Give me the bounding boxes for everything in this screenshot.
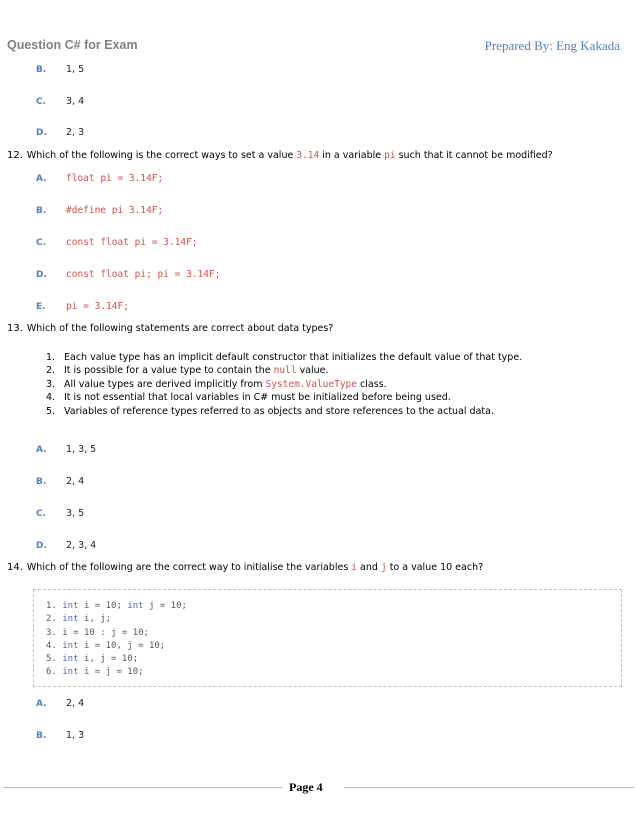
code-line	[46, 613, 187, 626]
keyword: int	[62, 640, 79, 651]
option-a	[36, 698, 84, 712]
item-number: 4.	[46, 392, 56, 404]
item-text: Each value type has an implicit default constructor that initializes the default value of that type.	[64, 352, 523, 363]
question-13	[7, 323, 333, 334]
question-number: 13.	[7, 323, 23, 334]
footer-rule-right	[344, 787, 634, 788]
option-code: #define pi 3.14F;	[66, 205, 164, 216]
option-letter: D.	[36, 128, 47, 138]
question-number: 12.	[7, 150, 23, 161]
option-letter: B.	[36, 731, 47, 741]
document-title: Question C# for Exam	[7, 38, 138, 52]
option-c	[36, 96, 84, 110]
option-d	[36, 269, 220, 283]
option-letter: C.	[36, 97, 47, 107]
option-text: 2, 4	[66, 698, 85, 709]
inline-code: System.ValueType	[265, 378, 357, 390]
line-number: 4.	[46, 640, 57, 651]
list-item	[46, 364, 522, 377]
code-text: i = j = 10;	[78, 667, 144, 678]
item-text: Variables of reference types referred to as objects and store references to the actual data.	[64, 405, 494, 417]
inline-code: pi	[384, 150, 396, 161]
code-line	[46, 653, 187, 666]
option-text: 3, 4	[66, 96, 85, 107]
code-line	[46, 600, 187, 613]
code-text: i, j = 10;	[78, 654, 139, 665]
code-text: i = 10, j = 10;	[78, 640, 166, 651]
code-line	[46, 666, 187, 679]
line-number: 6.	[46, 667, 57, 678]
item-text: All value types are derived implicitly from	[64, 378, 266, 390]
option-a	[36, 173, 163, 187]
item-text: It is possible for a value type to contain the	[64, 365, 274, 377]
option-letter: D.	[36, 541, 47, 551]
item-text: It is not essential that local variables in C# must be initialized before being used.	[64, 392, 451, 404]
option-code: float pi = 3.14F;	[66, 173, 164, 184]
option-d	[36, 127, 84, 141]
question-text: in a variable	[319, 150, 385, 161]
option-b	[36, 476, 84, 490]
code-line	[46, 627, 187, 640]
question-12	[7, 150, 553, 161]
option-text: 1, 5	[66, 64, 85, 75]
question-text: such that it cannot be modified?	[395, 150, 553, 161]
line-number: 1.	[46, 601, 57, 611]
option-letter: C.	[36, 509, 47, 519]
keyword: int	[62, 667, 79, 678]
option-c	[36, 508, 84, 522]
inline-code: j	[380, 562, 387, 573]
keyword: int	[127, 601, 144, 611]
item-number: 3.	[46, 378, 56, 390]
option-letter: C.	[36, 238, 47, 248]
question-text: Which of the following is the correct ways to set a value	[26, 150, 297, 161]
option-letter: E.	[36, 302, 46, 312]
code-text: i = 10 : j = 10;	[62, 627, 149, 638]
option-d	[36, 540, 96, 554]
option-letter: A.	[36, 174, 47, 184]
option-letter: D.	[36, 270, 47, 280]
statement-list	[46, 351, 522, 418]
keyword: int	[62, 601, 79, 611]
option-code: const float pi; pi = 3.14F;	[66, 269, 221, 280]
line-number: 5.	[46, 654, 57, 665]
option-a	[36, 444, 96, 458]
item-number: 5.	[46, 405, 56, 417]
option-c	[36, 237, 198, 251]
keyword: int	[62, 614, 79, 625]
option-b	[36, 205, 163, 219]
item-number: 1.	[46, 352, 56, 363]
option-text: 1, 3, 5	[66, 444, 97, 455]
code-text: i = 10;	[78, 601, 128, 611]
author-credit: Prepared By: Eng Kakada	[484, 38, 620, 53]
item-text: class.	[357, 378, 387, 390]
question-text: to a value 10 each?	[386, 562, 484, 573]
option-code: const float pi = 3.14F;	[66, 237, 198, 248]
item-number: 2.	[46, 365, 56, 377]
option-e	[36, 301, 129, 315]
list-item	[46, 378, 522, 391]
option-code: pi = 3.14F;	[66, 301, 129, 312]
option-letter: B.	[36, 206, 47, 216]
option-b	[36, 730, 84, 744]
page-number: Page 4	[289, 780, 323, 794]
inline-code: 3.14	[296, 150, 320, 161]
question-number: 14.	[7, 562, 23, 573]
question-text: Which of the following statements are correct about data types?	[26, 323, 334, 334]
option-b	[36, 64, 84, 78]
keyword: int	[62, 654, 79, 665]
list-item	[46, 391, 522, 404]
option-text: 2, 4	[66, 476, 85, 487]
list-item	[46, 351, 522, 364]
question-14	[7, 562, 483, 573]
question-text: and	[357, 562, 381, 573]
footer-rule-left	[4, 787, 282, 788]
code-block	[33, 589, 622, 687]
item-text: value.	[296, 365, 329, 377]
inline-code: null	[273, 365, 297, 377]
question-text: Which of the following are the correct way to initialise the variables	[26, 562, 352, 573]
option-text: 2, 3, 4	[66, 540, 97, 551]
line-number: 2.	[46, 614, 57, 625]
code-text: j = 10;	[143, 601, 187, 611]
option-text: 1, 3	[66, 730, 85, 741]
line-number: 3.	[46, 627, 57, 638]
option-letter: A.	[36, 445, 47, 455]
option-text: 3, 5	[66, 508, 85, 519]
option-letter: B.	[36, 65, 47, 75]
option-letter: A.	[36, 699, 47, 709]
code-line	[46, 640, 187, 653]
option-text: 2, 3	[66, 127, 85, 138]
list-item	[46, 405, 522, 418]
option-letter: B.	[36, 477, 47, 487]
code-text: i, j;	[78, 614, 112, 625]
inline-code: i	[351, 562, 358, 573]
